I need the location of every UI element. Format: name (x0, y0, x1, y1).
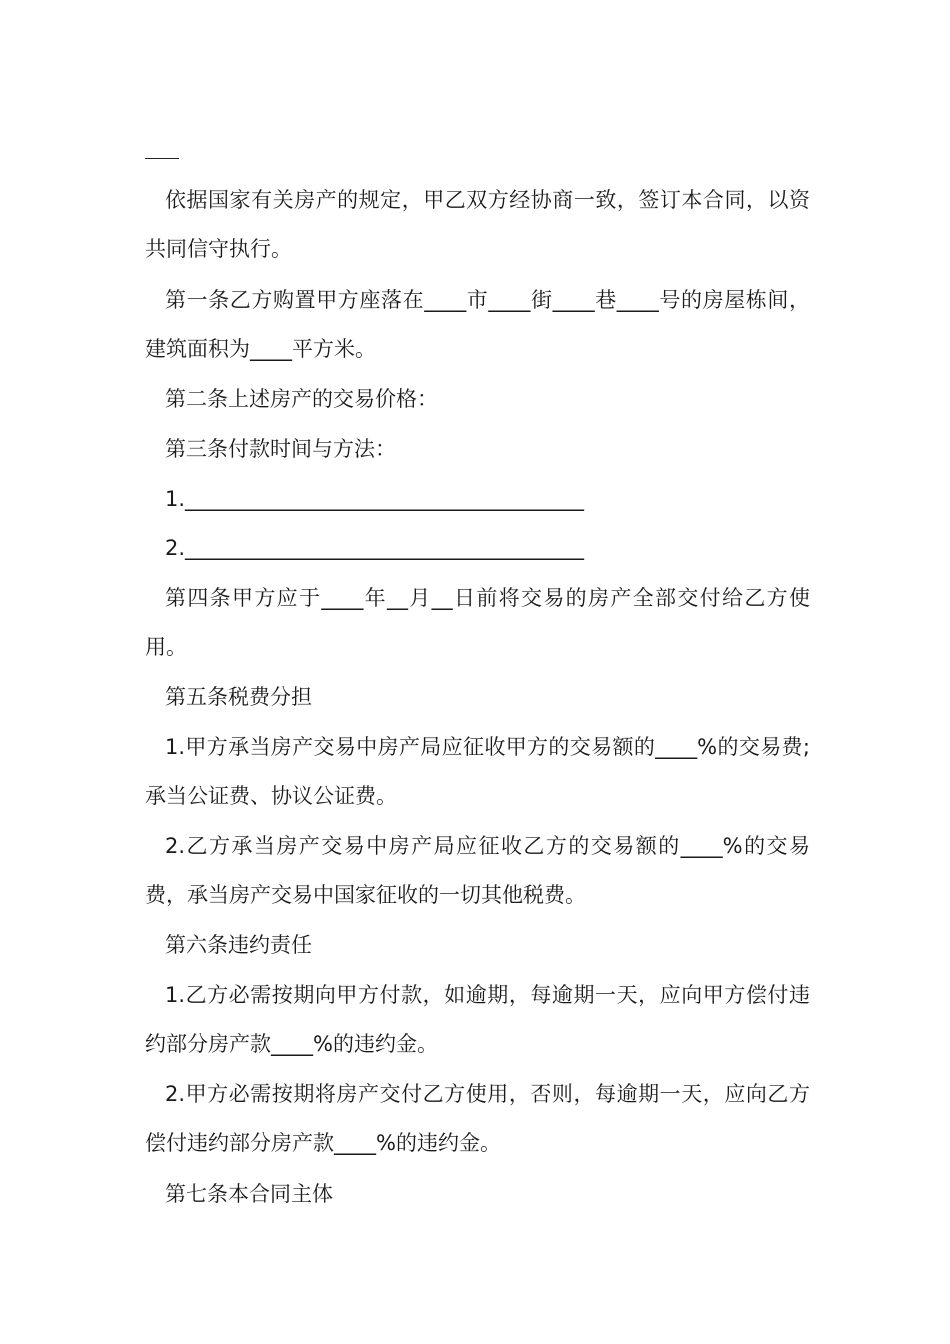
paragraph-preamble: 依据国家有关房产的规定，甲乙双方经协商一致，签订本合同，以资共同信守执行。 (145, 188, 810, 261)
paragraph-article-5: 第五条税费分担 (165, 685, 312, 709)
paragraph-article-4: 第四条甲方应于____年__月__日前将交易的房产全部交付给乙方使用。 (145, 586, 810, 659)
paragraph-article-3: 第三条付款时间与方法： (165, 437, 396, 461)
paragraph-article-5-item-2: 2.乙方承当房产交易中房产局应征收乙方的交易额的____%的交易费，承当房产交易中国家征收的一切其他税费。 (145, 834, 810, 907)
paragraph-article-6-item-2: 2.甲方必需按期将房产交付乙方使用，否则，每逾期一天，应向乙方偿付违约部分房产款____%的违约金。 (145, 1082, 810, 1155)
paragraph-article-6: 第六条违约责任 (165, 933, 312, 957)
paragraph-article-3-item-2: 2.______________________________________ (165, 536, 585, 560)
paragraph-article-7: 第七条本合同主体 (165, 1182, 333, 1206)
paragraph-article-1: 第一条乙方购置甲方座落在____市____街____巷____号的房屋栋间，建筑面积为____平方米。 (145, 288, 810, 361)
paragraph-article-6-item-1: 1.乙方必需按期向甲方付款，如逾期，每逾期一天，应向甲方偿付违约部分房产款____%的违约金。 (145, 983, 810, 1056)
paragraph-article-3-item-1: 1.______________________________________ (165, 487, 585, 511)
paragraph-article-2: 第二条上述房产的交易价格： (165, 387, 438, 411)
top-underline-rule (145, 158, 179, 159)
paragraph-article-5-item-1: 1.甲方承当房产交易中房产局应征收甲方的交易额的____%的交易费;承当公证费、协议公证费。 (145, 735, 810, 808)
